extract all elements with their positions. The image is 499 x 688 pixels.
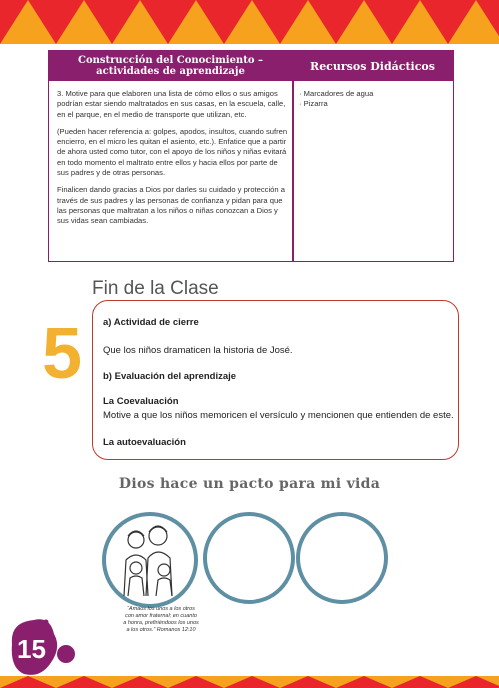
- table-header: [49, 51, 453, 81]
- activity-paragraph: Finalicen dando gracias a Dios por darles su cuidado y protección a través de sus padres y las personas de confianza y pidan para que las personas que maltratan a los niños o niñas conozcan a Dios y sus vidas sean cambiadas.: [57, 185, 285, 226]
- family-illustration-icon: [106, 516, 194, 604]
- verse-line: con amor fraternal; en cuanto: [125, 613, 197, 619]
- evaluation-heading: b) Evaluación del aprendizaje: [103, 371, 237, 382]
- coeval-text: Motive a que los niños memoricen el versículo y mencionen que entienden de este.: [103, 410, 454, 421]
- empty-circle: [203, 512, 295, 604]
- closing-box: [92, 300, 459, 460]
- empty-circle: [296, 512, 388, 604]
- page-number-badge: [6, 614, 86, 680]
- svg-text:5: 5: [42, 316, 83, 382]
- pacto-title: Dios hace un pacto para mi vida: [118, 476, 381, 492]
- resource-item: · Marcadores de agua: [299, 89, 374, 98]
- verse-line: a los otros.” Romanos 12:10: [126, 627, 196, 633]
- resources-list: [299, 89, 449, 110]
- page-number: 15: [17, 634, 46, 664]
- section-number-five: [40, 316, 96, 382]
- activity-text: Que los niños dramaticen la historia de José.: [103, 345, 293, 356]
- activities-text: [57, 89, 289, 234]
- bible-verse: [102, 606, 220, 634]
- verse-line: a honra, prefiriéndoos los unos: [123, 620, 199, 626]
- header-construction: Construcción del Conocimiento – actividades de aprendizaje: [78, 55, 263, 77]
- activities-table: [48, 50, 454, 262]
- bottom-decorative-border: [0, 676, 499, 688]
- activity-paragraph: (Pueden hacer referencia a: golpes, apodos, insultos, cuando sufren encierro, en el micro les quitan el asiento, etc.). Enfatice que a partir de ahora usted como tutor, con el apoyo de los niños y niñas evitará en todo momento el maltrato entre ellos y hacia ellos por parte de sus padres y de otras personas.: [57, 126, 288, 178]
- resource-item: · Pizarra: [299, 99, 328, 109]
- activity-paragraph: 3. Motive para que elaboren una lista de cómo ellos o sus amigos podrían estar siendo maltratados en sus casas, en la escuela, calle, en el parque, en el medio de transporte que utilizan, etc.: [57, 89, 286, 119]
- verse-line: “Amaos los unos a los otros: [127, 606, 195, 612]
- top-decorative-border: [0, 0, 499, 44]
- section-title: Fin de la Clase: [92, 278, 219, 299]
- coeval-heading: La Coevaluación: [103, 396, 179, 407]
- autoeval-heading: La autoevaluación: [103, 437, 186, 448]
- illustration-circle: [102, 512, 198, 608]
- header-resources: Recursos Didácticos: [310, 59, 435, 73]
- column-divider: [292, 81, 294, 262]
- activity-heading: a) Actividad de cierre: [103, 317, 199, 328]
